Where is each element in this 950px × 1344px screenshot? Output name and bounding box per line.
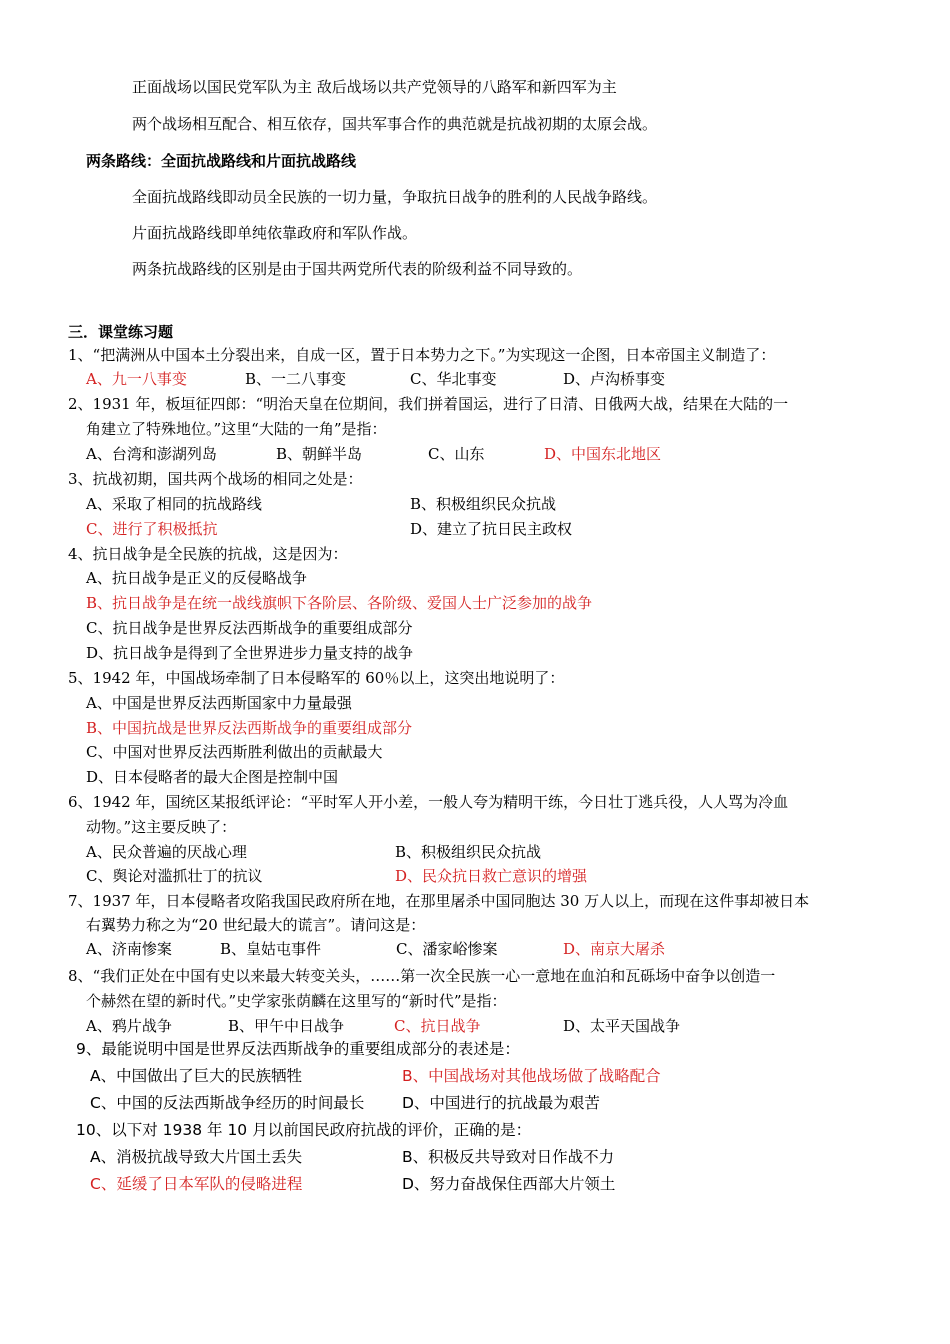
q6-stem-1: 6、1942 年，国统区某报纸评论：“平时军人开小差，一般人夸为精明干练，今日壮丁逃兵役，人人骂为冷血 bbox=[68, 793, 789, 811]
q1-option-b: B、一二八事变 bbox=[245, 370, 347, 388]
q4-option-b: B、抗日战争是在统一战线旗帜下各阶层、各阶级、爱国人士广泛参加的战争 bbox=[86, 594, 593, 612]
q8-stem-2: 个赫然在望的新时代。”史学家张荫麟在这里写的“新时代”是指： bbox=[86, 992, 507, 1010]
q4-option-d: D、抗日战争是得到了全世界进步力量支持的战争 bbox=[86, 644, 414, 662]
q1-option-c: C、华北事变 bbox=[410, 370, 497, 388]
q5-option-d: D、日本侵略者的最大企图是控制中国 bbox=[86, 768, 339, 786]
q4-stem: 4、抗日战争是全民族的抗战，这是因为： bbox=[68, 545, 348, 563]
q6-stem-2: 动物。”这主要反映了： bbox=[86, 818, 237, 836]
q10-option-c: C、延缓了日本军队的侵略进程 bbox=[90, 1175, 303, 1193]
q5-option-a: A、中国是世界反法西斯国家中力量最强 bbox=[86, 694, 352, 712]
q9-option-a: A、中国做出了巨大的民族牺牲 bbox=[90, 1067, 303, 1085]
q3-option-b: B、积极组织民众抗战 bbox=[410, 495, 557, 513]
q2-stem-2: 角建立了特殊地位。”这里“大陆的一角”是指： bbox=[86, 420, 387, 438]
q8-option-a: A、鸦片战争 bbox=[86, 1017, 172, 1035]
q6-option-d: D、民众抗日救亡意识的增强 bbox=[395, 867, 588, 885]
section-title: 三．课堂练习题 bbox=[68, 323, 174, 341]
q3-option-c: C、进行了积极抵抗 bbox=[86, 520, 218, 538]
q10-option-b: B、积极反共导致对日作战不力 bbox=[402, 1148, 615, 1166]
intro-line-5: 两条抗战路线的区别是由于国共两党所代表的阶级利益不同导致的。 bbox=[132, 260, 583, 278]
q5-option-c: C、中国对世界反法西斯胜利做出的贡献最大 bbox=[86, 743, 383, 761]
q2-option-d: D、中国东北地区 bbox=[544, 445, 662, 463]
q7-option-d: D、南京大屠杀 bbox=[563, 940, 666, 958]
q8-option-c: C、抗日战争 bbox=[394, 1017, 481, 1035]
q4-option-c: C、抗日战争是世界反法西斯战争的重要组成部分 bbox=[86, 619, 413, 637]
intro-line-3: 全面抗战路线即动员全民族的一切力量，争取抗日战争的胜利的人民战争路线。 bbox=[132, 188, 658, 206]
intro-line-2: 两个战场相互配合、相互依存，国共军事合作的典范就是抗战初期的太原会战。 bbox=[132, 115, 658, 133]
q2-stem-1: 2、1931 年，板垣征四郎：“明治天皇在位期间，我们拼着国运，进行了日清、日俄两大战，结果在大陆的一 bbox=[68, 395, 789, 413]
q9-option-b: B、中国战场对其他战场做了战略配合 bbox=[402, 1067, 661, 1085]
q5-option-b: B、中国抗战是世界反法西斯战争的重要组成部分 bbox=[86, 719, 413, 737]
q5-stem: 5、1942 年，中国战场牵制了日本侵略军的 60％以上，这突出地说明了： bbox=[68, 669, 565, 687]
q6-option-b: B、积极组织民众抗战 bbox=[395, 843, 542, 861]
q2-option-c: C、山东 bbox=[428, 445, 485, 463]
q8-stem-1: 8、“我们正处在中国有史以来最大转变关头，……第一次全民族一心一意地在血泊和瓦砾场中奋争以创造一 bbox=[68, 967, 776, 985]
q7-option-b: B、皇姑屯事件 bbox=[220, 940, 322, 958]
q7-option-c: C、潘家峪惨案 bbox=[396, 940, 498, 958]
q1-stem: 1、“把满洲从中国本土分裂出来，自成一区，置于日本势力之下。”为实现这一企图，日本帝国主义制造了： bbox=[68, 346, 776, 364]
q7-option-a: A、济南惨案 bbox=[86, 940, 172, 958]
q10-option-a: A、消极抗战导致大片国土丢失 bbox=[90, 1148, 303, 1166]
intro-line-4: 片面抗战路线即单纯依靠政府和军队作战。 bbox=[132, 224, 418, 242]
routes-heading: 两条路线：全面抗战路线和片面抗战路线 bbox=[86, 152, 357, 170]
q3-option-a: A、采取了相同的抗战路线 bbox=[86, 495, 262, 513]
q8-option-d: D、太平天国战争 bbox=[563, 1017, 681, 1035]
q2-option-b: B、朝鲜半岛 bbox=[276, 445, 363, 463]
q7-stem-1: 7、1937 年，日本侵略者攻陷我国民政府所在地，在那里屠杀中国同胞达 30 万人以上，而现在这件事却被日本 bbox=[68, 892, 810, 910]
q10-option-d: D、努力奋战保住西部大片领土 bbox=[402, 1175, 616, 1193]
q1-option-a: A、九一八事变 bbox=[86, 370, 187, 388]
q6-option-c: C、舆论对滥抓壮丁的抗议 bbox=[86, 867, 263, 885]
q9-option-d: D、中国进行的抗战最为艰苦 bbox=[402, 1094, 600, 1112]
q1-option-d: D、卢沟桥事变 bbox=[563, 370, 666, 388]
q4-option-a: A、抗日战争是正义的反侵略战争 bbox=[86, 569, 307, 587]
intro-line-1: 正面战场以国民党军队为主 敌后战场以共产党领导的八路军和新四军为主 bbox=[132, 78, 617, 96]
q9-stem: 9、最能说明中国是世界反法西斯战争的重要组成部分的表述是： bbox=[76, 1040, 520, 1058]
q3-option-d: D、建立了抗日民主政权 bbox=[410, 520, 573, 538]
q10-stem: 10、以下对 1938 年 10 月以前国民政府抗战的评价，正确的是： bbox=[76, 1121, 532, 1139]
q9-option-c: C、中国的反法西斯战争经历的时间最长 bbox=[90, 1094, 365, 1112]
q8-option-b: B、甲午中日战争 bbox=[228, 1017, 345, 1035]
q6-option-a: A、民众普遍的厌战心理 bbox=[86, 843, 247, 861]
q3-stem: 3、抗战初期，国共两个战场的相同之处是： bbox=[68, 470, 363, 488]
q7-stem-2: 右翼势力称之为“20 世纪最大的谎言”。请问这是： bbox=[86, 916, 426, 934]
q2-option-a: A、台湾和澎湖列岛 bbox=[86, 445, 217, 463]
